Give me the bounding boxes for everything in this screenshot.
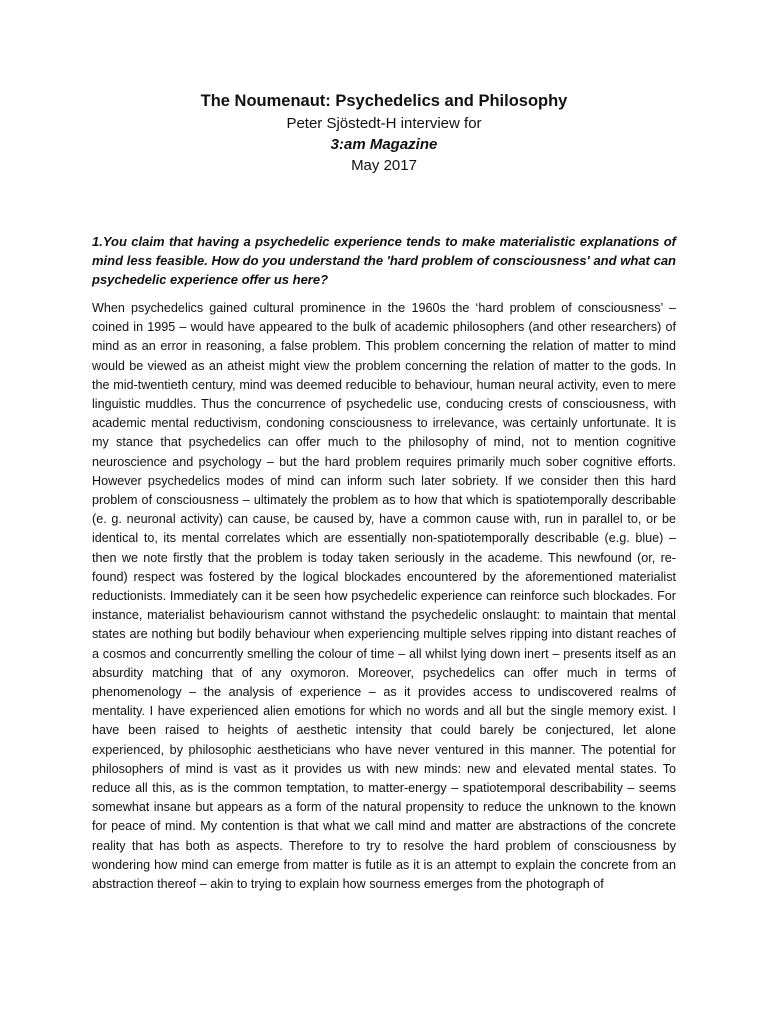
magazine-name: 3:am Magazine bbox=[330, 136, 438, 153]
publication-date: May 2017 bbox=[351, 157, 417, 174]
interview-answer: When psychedelics gained cultural prominence in the 1960s the ‘hard problem of consciousness’ – coined in 1995 – would have appeared to the bulk of academic philosophers (and other researchers) of mind as an error in reasoning, a false problem. This problem concerning the relation of matter to mind would be viewed as an atheist might view the problem concerning the relation of matter to the gods. In the mid-twentieth century, mind was deemed reducible to behaviour, human neural activity, even to mere linguistic muddles. Thus the concurrence of psychedelic use, conducing crests of consciousness, with academic mental reductivism, condoning consciousness to irrelevance, was certainly unfortunate. It is my stance that psychedelics can offer much to the philosophy of mind, not to mention cognitive neuroscience and psychology – but the hard problem requires primarily much sober cognitive efforts. However psychedelics modes of mind can inform such later sobriety. If we consider then this hard problem of consciousness – ultimately the problem as to how that which is spatiotemporally describable (e. g. neuronal activity) can cause, be caused by, have a common cause with, run in parallel to, or be identical to, its mental correlates which are essentially non-spatiotemporally describable (e.g. blue) – then we note firstly that the problem is today taken seriously in the academe. This newfound (or, re-found) respect was fostered by the logical blockades encountered by the aforementioned materialist reductionists. Immediately can it be seen how psychedelic experience can reinforce such blockades. For instance, materialist behaviourism cannot withstand the psychedelic onslaught: to maintain that mental states are nothing but bodily behaviour when experiencing multiple selves ripping into distant reaches of a cosmos and concurrently smelling the colour of time – all whilst lying down inert – presents itself as an absurdity matching that of any oxymoron. Moreover, psychedelics can offer much in terms of phenomenology – the analysis of experience – as it provides access to undiscovered realms of mentality. I have experienced alien emotions for which no words and all but the single memory exist. I have been raised to heights of aesthetic intensity that could barely be conjectured, let alone experienced, by philosophic aestheticians who have never ventured in this manner. The potential for philosophers of mind is vast as it provides us with new minds: new and elevated mental states. To reduce all this, as is the common temptation, to matter-energy – spatiotemporal describability – seems somewhat insane but appears as a form of the natural propensity to reduce the unknown to the known for peace of mind. My contention is that what we call mind and matter are abstractions of the concrete reality that has both as aspects. Therefore to try to resolve the hard problem of consciousness by wondering how mind can emerge from matter is futile as it is an attempt to explain the concrete from an abstraction thereof – akin to trying to explain how sourness emerges from the photograph of bbox=[92, 301, 676, 892]
document-header bbox=[92, 90, 676, 176]
interview-question: 1.You claim that having a psychedelic experience tends to make materialistic explanations of mind less feasible. How do you understand the 'hard problem of consciousness' and what can psychedelic experience offer us here? bbox=[92, 234, 676, 287]
byline: Peter Sjöstedt-H interview for bbox=[286, 115, 482, 132]
document-title: The Noumenaut: Psychedelics and Philosophy bbox=[200, 92, 568, 110]
